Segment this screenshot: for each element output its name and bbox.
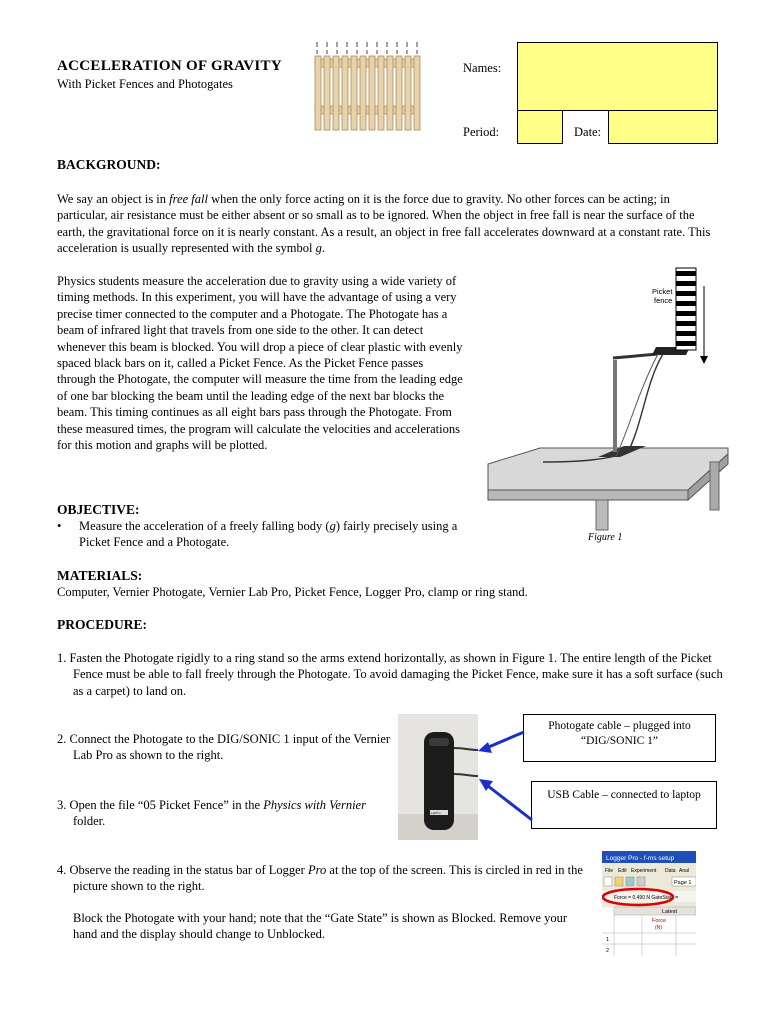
procedure-step-3: 3. Open the file “05 Picket Fence” in the Physics with Vernier folder.	[57, 798, 366, 829]
date-label: Date:	[574, 125, 602, 139]
period-label: Period:	[463, 125, 500, 139]
page-selector: Page 1	[674, 880, 692, 886]
row-number-1: 1	[606, 937, 610, 943]
document-title: ACCELERATION OF GRAVITY	[57, 58, 282, 74]
usb-cable-callout: USB Cable – connected to laptop	[531, 781, 717, 829]
menu-experiment: Experiment	[631, 868, 657, 874]
procedure-step-4-note: Block the Photogate with your hand; note that the “Gate State” is shown as Blocked. Remove your hand and the display should change to Unblocked.	[73, 911, 567, 942]
picket-fence-illustration	[312, 40, 424, 132]
menu-data: Data	[665, 868, 676, 874]
objective-heading: OBJECTIVE:	[57, 502, 140, 517]
procedure-step-1: 1. Fasten the Photogate rigidly to a ring stand so the arms extend horizontally, as shown in Figure 1. The entire length of the Picket Fence must be able to fall freely through the Photogate. To avoid damaging the Picket Fence, make sure it has a soft surface (such as a carpet) to land on.	[57, 651, 723, 698]
force-unit: (N)	[655, 925, 662, 931]
materials-text: Computer, Vernier Photogate, Vernier Lab Pro, Picket Fence, Logger Pro, clamp or ring stand.	[57, 585, 528, 599]
period-field[interactable]	[517, 110, 563, 144]
photogate-cable-callout: Photogate cable – plugged into “DIG/SONIC 1”	[523, 714, 716, 762]
row-number-2: 2	[606, 948, 610, 954]
menu-analyze: Anal	[679, 868, 690, 874]
figure-1-diagram	[478, 262, 740, 548]
names-field[interactable]	[517, 42, 718, 111]
document-subtitle: With Picket Fences and Photogates	[57, 77, 233, 91]
procedure-heading: PROCEDURE:	[57, 617, 147, 632]
menu-edit: Edit	[618, 868, 627, 874]
picket-label-line-2: fence	[654, 296, 673, 305]
procedure-step-2: 2. Connect the Photogate to the DIG/SONIC 1 input of the Vernier Lab Pro as shown to the right.	[57, 732, 391, 763]
callout-arrows	[470, 720, 550, 830]
procedure-step-4: 4. Observe the reading in the status bar of Logger Pro at the top of the screen. This is circled in red in the picture shown to the right.	[57, 863, 583, 894]
data-set-label: Latest	[662, 909, 677, 915]
status-bar-text: Force = 0.490 N GateState =	[614, 895, 679, 901]
figure-1-caption: Figure 1	[588, 532, 623, 543]
background-heading: BACKGROUND:	[57, 157, 161, 172]
names-label: Names:	[463, 61, 502, 75]
background-paragraph-2: Physics students measure the acceleration due to gravity using a wide variety of timing methods. In this experiment, you will have the advantage of using a very precise timer connected to the computer and a Photogate. The Photogate has a beam of infrared light that travels from one side to the other. It can detect whenever this beam is blocked. You will drop a piece of clear plastic with evenly spaced black bars on it, called a Picket Fence. As the Picket Fence passes through the Photogate, the computer will measure the time from the leading edge of one bar blocking the beam until the leading edge of the next bar blocks the beam. This timing continues as all eight bars pass through the Photogate. From these measured times, the program will calculate the velocities and accelerations for this motion and graphs will be plotted.	[57, 274, 463, 453]
objective-bullet: •	[57, 519, 62, 533]
background-paragraph-1: We say an object is in free fall when the only force acting on it is the force due to gravity. No other forces can be acting; in particular, air resistance must be either absent or so small as to be ignored. When the object in free fall is near the surface of the earth, the gravitational force on it is nearly constant. As a result, an object in free fall accelerates downward at a constant rate. This acceleration is usually represented with the symbol g.	[57, 192, 711, 256]
date-field[interactable]	[608, 110, 718, 144]
labpro-device-label: LabPro	[431, 811, 441, 815]
force-column-header: Force	[652, 918, 667, 924]
labpro-photo	[398, 714, 478, 840]
materials-heading: MATERIALS:	[57, 568, 143, 583]
picket-label-line-1: Picket	[652, 287, 673, 296]
objective-item: Measure the acceleration of a freely falling body (g) fairly precisely using a Picket Fence and a Photogate.	[79, 519, 458, 550]
loggerpro-title: Logger Pro - f-ms setup	[606, 855, 675, 862]
menu-file: File	[605, 868, 614, 874]
logger-pro-screenshot	[602, 851, 696, 956]
